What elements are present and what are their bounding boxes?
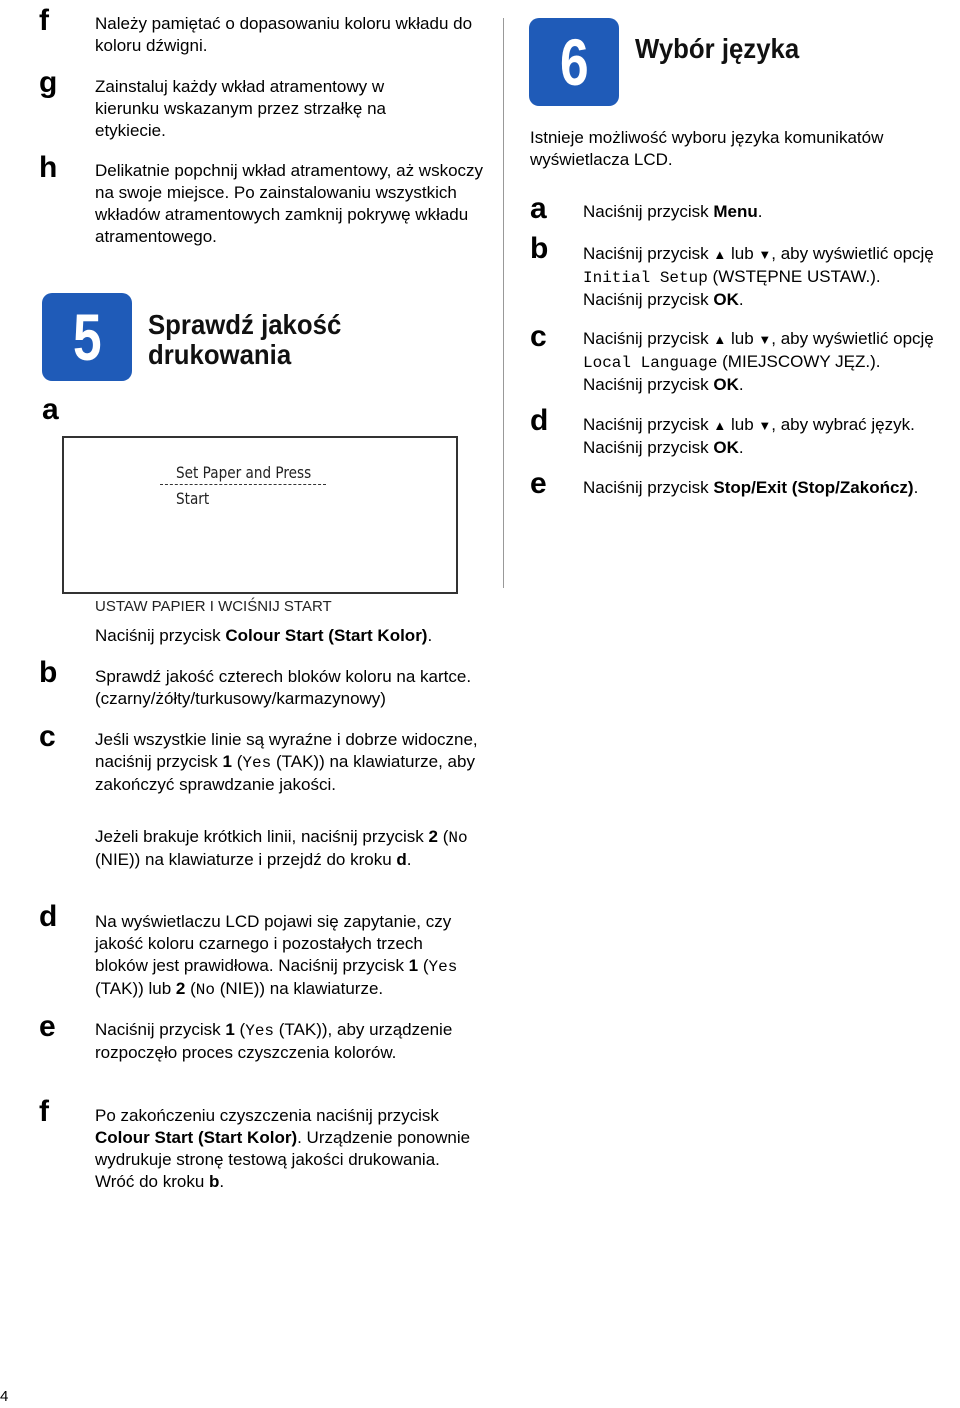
instruction-5f bbox=[95, 1105, 480, 1193]
text: (WSTĘPNE USTAW.). bbox=[707, 267, 881, 286]
text: (MIEJSCOWY JĘZ.). bbox=[717, 352, 881, 371]
text: Naciśnij przycisk bbox=[583, 329, 714, 348]
text: Na wyświetlaczu LCD pojawi się zapytanie, czy jakość koloru czarnego i pozostałych trzech bloków jest prawidłowa. Naciśnij przycisk bbox=[95, 912, 452, 975]
text: ( bbox=[232, 752, 243, 771]
step-title-6: Wybór języka bbox=[635, 33, 800, 64]
line: Naciśnij przycisk OK. bbox=[583, 438, 744, 457]
text: . bbox=[406, 850, 412, 869]
step-letter-6a: a bbox=[530, 192, 547, 225]
text: Naciśnij przycisk bbox=[95, 1020, 226, 1039]
instruction-6a bbox=[583, 201, 958, 223]
text: Naciśnij przycisk bbox=[95, 626, 226, 645]
text: lub bbox=[726, 415, 759, 434]
text: Naciśnij przycisk bbox=[583, 290, 714, 309]
text: Jeżeli brakuje krótkich linii, naciśnij przycisk bbox=[95, 827, 429, 846]
colour-start-button-label: Colour Start (Start Kolor) bbox=[95, 1128, 298, 1147]
line: Naciśnij przycisk OK. bbox=[583, 290, 744, 309]
text: Naciśnij przycisk bbox=[583, 375, 714, 394]
text: ( bbox=[418, 956, 429, 975]
line bbox=[583, 328, 960, 351]
text: Jeśli wszystkie linie są wyraźne i dobrze widoczne, naciśnij przycisk bbox=[95, 730, 478, 771]
instruction-5c-1 bbox=[95, 729, 480, 796]
instruction-5a bbox=[95, 625, 495, 647]
page-number: 4 bbox=[0, 1388, 9, 1405]
lcd-display-illustration bbox=[62, 436, 458, 594]
step-letter-5f: f bbox=[39, 1095, 49, 1128]
colour-start-button-label: Colour Start (Start Kolor) bbox=[225, 626, 428, 645]
stop-exit-button-label: Stop/Exit (Stop/Zakończ) bbox=[713, 478, 914, 497]
lcd-option-no: No bbox=[195, 981, 215, 999]
lcd-line-2: Start bbox=[176, 489, 210, 508]
lcd-option-initial-setup: Initial Setup bbox=[583, 269, 708, 287]
text: . Urządzenie ponownie wydrukuje stronę testową jakości drukowania. Wróć do kroku bbox=[95, 1128, 471, 1191]
text: (TAK)), aby urządzenie rozpoczęło proces czyszczenia kolorów. bbox=[95, 1020, 453, 1062]
key-2: 2 bbox=[428, 827, 438, 846]
step-letter-g: g bbox=[39, 66, 58, 99]
down-arrow-icon: ▼ bbox=[758, 332, 772, 347]
text: (NIE)) na klawiaturze i przejdź do kroku bbox=[95, 850, 397, 869]
text: ( bbox=[185, 979, 196, 998]
lcd-caption: USTAW PAPIER I WCIŚNIJ START bbox=[95, 598, 332, 615]
instruction-f: Należy pamiętać o dopasowaniu koloru wkładu do koloru dźwigni. bbox=[95, 14, 473, 55]
text: , aby wyświetlić opcję bbox=[771, 329, 934, 348]
step-number-6: 6 bbox=[559, 25, 589, 99]
text: lub bbox=[726, 329, 759, 348]
down-arrow-icon: ▼ bbox=[758, 418, 772, 433]
lcd-line-1: Set Paper and Press bbox=[176, 463, 312, 482]
line bbox=[583, 243, 960, 266]
step-letter-5d: d bbox=[39, 900, 58, 933]
step-letter-6e: e bbox=[530, 467, 547, 500]
instruction-5c-2 bbox=[95, 826, 470, 871]
text: lub bbox=[726, 244, 759, 263]
lcd-option-local-language: Local Language bbox=[583, 354, 718, 372]
ok-button-label: OK bbox=[713, 375, 739, 394]
text: Naciśnij przycisk bbox=[583, 438, 714, 457]
lcd-dashed-line bbox=[160, 484, 326, 485]
text: , aby wybrać język. bbox=[771, 415, 915, 434]
up-arrow-icon: ▲ bbox=[713, 332, 727, 347]
step-letter-f: f bbox=[39, 4, 49, 37]
step-reference-d: d bbox=[396, 850, 407, 869]
instruction-5d bbox=[95, 911, 480, 1001]
instruction-6c bbox=[583, 328, 960, 396]
ok-button-label: OK bbox=[713, 290, 739, 309]
down-arrow-icon: ▼ bbox=[758, 247, 772, 262]
text: (NIE)) na klawiaturze. bbox=[214, 979, 384, 998]
step-letter-5b: b bbox=[39, 656, 58, 689]
step-letter-6c: c bbox=[530, 320, 547, 353]
step-reference-b: b bbox=[209, 1172, 220, 1191]
menu-button-label: Menu bbox=[713, 202, 758, 221]
lcd-option-no: No bbox=[448, 829, 468, 847]
step-letter-h: h bbox=[39, 151, 58, 184]
line bbox=[583, 351, 960, 374]
text: . bbox=[219, 1172, 225, 1191]
text: Naciśnij przycisk bbox=[583, 244, 714, 263]
key-2: 2 bbox=[175, 979, 186, 998]
text: . bbox=[757, 202, 763, 221]
text: (TAK)) lub bbox=[95, 979, 176, 998]
key-1: 1 bbox=[408, 956, 419, 975]
step-title-5-line2: drukowania bbox=[148, 339, 292, 370]
step-number-box-5 bbox=[42, 293, 132, 381]
ok-button-label: OK bbox=[713, 438, 739, 457]
step-title-5-line1: Sprawdź jakość bbox=[148, 309, 342, 340]
text: Po zakończeniu czyszczenia naciśnij przycisk bbox=[95, 1106, 439, 1125]
instruction-6b bbox=[583, 243, 960, 311]
column-divider bbox=[503, 18, 504, 588]
text: Naciśnij przycisk bbox=[583, 415, 714, 434]
step-letter-6d: d bbox=[530, 404, 549, 437]
text: , aby wyświetlić opcję bbox=[771, 244, 934, 263]
instruction-5b: Sprawdź jakość czterech bloków koloru na kartce. (czarny/żółty/turkusowy/karmazynowy) bbox=[95, 667, 472, 708]
text: (TAK)) na klawiaturze, aby zakończyć sprawdzanie jakości. bbox=[95, 752, 475, 794]
text: . bbox=[427, 626, 433, 645]
step-letter-5a: a bbox=[42, 393, 59, 426]
instruction-6d bbox=[583, 414, 960, 459]
instruction-5e bbox=[95, 1019, 465, 1064]
step-number-5: 5 bbox=[72, 300, 102, 374]
instruction-h: Delikatnie popchnij wkład atramentowy, aż wskoczy na swoje miejsce. Po zainstalowaniu wszystkich wkładów atramentowych zamknij pokrywę wkładu atramentowego. bbox=[95, 161, 484, 246]
step-letter-5e: e bbox=[39, 1010, 56, 1043]
text: ( bbox=[437, 827, 449, 846]
up-arrow-icon: ▲ bbox=[713, 247, 727, 262]
text: . bbox=[913, 478, 919, 497]
instruction-g: Zainstaluj każdy wkład atramentowy w kierunku wskazanym przez strzałkę na etykiecie. bbox=[95, 77, 387, 140]
step6-intro: Istnieje możliwość wyboru języka komunikatów wyświetlacza LCD. bbox=[530, 128, 884, 169]
line bbox=[583, 414, 960, 437]
lcd-option-yes: Yes bbox=[428, 958, 458, 976]
text: ( bbox=[234, 1020, 246, 1039]
step-title-5 bbox=[148, 310, 341, 370]
text: Naciśnij przycisk bbox=[583, 478, 714, 497]
text: Naciśnij przycisk bbox=[583, 202, 714, 221]
lcd-option-yes: Yes bbox=[245, 1022, 275, 1040]
key-1: 1 bbox=[222, 752, 233, 771]
line bbox=[583, 266, 960, 289]
step-number-box-6 bbox=[529, 18, 619, 106]
step-letter-6b: b bbox=[530, 232, 549, 265]
line: Naciśnij przycisk OK. bbox=[583, 375, 744, 394]
step-letter-5c: c bbox=[39, 720, 56, 753]
instruction-6e bbox=[583, 477, 960, 499]
up-arrow-icon: ▲ bbox=[713, 418, 727, 433]
lcd-option-yes: Yes bbox=[242, 754, 272, 772]
key-1: 1 bbox=[225, 1020, 235, 1039]
